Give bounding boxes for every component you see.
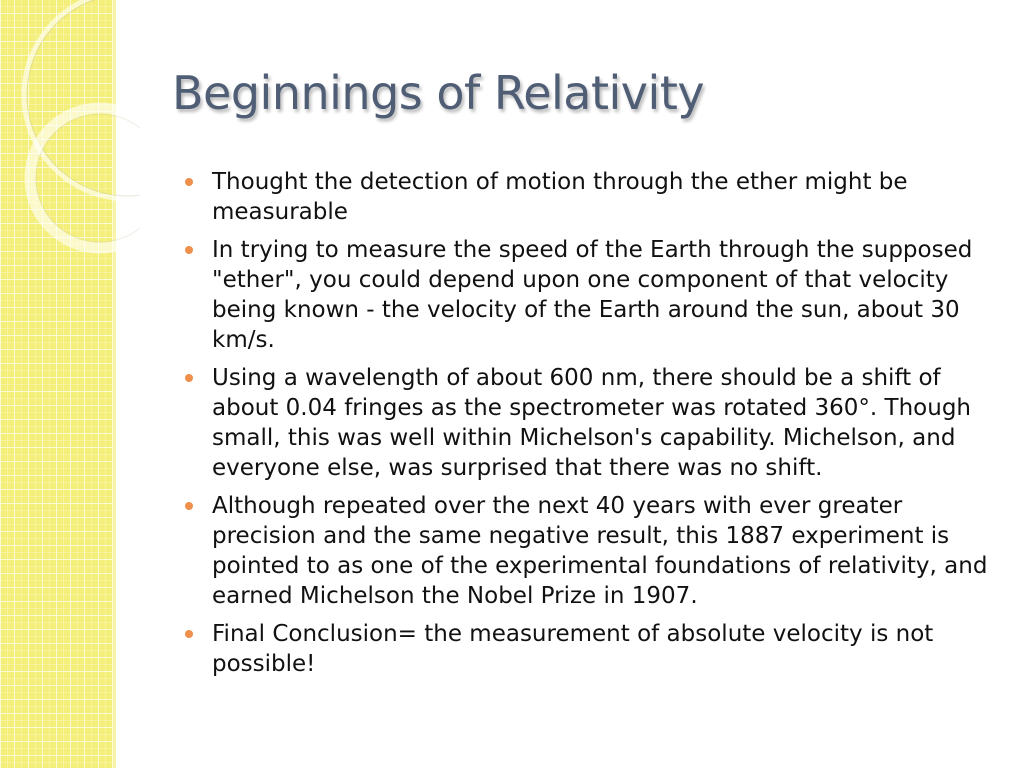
bullet-item — [185, 235, 997, 355]
bullet-item — [185, 363, 997, 483]
bullet-text: Although repeated over the next 40 years with ever greater precision and the same negative result, this 1887 experiment is pointed to as one of the experimental foundations of relativity, and earned Michelson the Nobel Prize in 1907. — [212, 493, 988, 609]
bullet-item — [185, 167, 997, 227]
bullet-dot-icon — [185, 630, 193, 638]
bullet-item — [185, 619, 997, 679]
bullet-text: Final Conclusion= the measurement of absolute velocity is not possible! — [212, 621, 934, 677]
bullet-dot-icon — [185, 502, 193, 510]
bullet-dot-icon — [185, 374, 193, 382]
bullet-text: Thought the detection of motion through the ether might be measurable — [212, 169, 908, 225]
bullet-text: Using a wavelength of about 600 nm, there should be a shift of about 0.04 fringes as the spectrometer was rotated 360°. Though small, this was well within Michelson's capability. Michelson, and everyone else, was surprised that there was no shift. — [212, 365, 971, 481]
decorative-circles — [0, 0, 140, 280]
bullet-item — [185, 491, 997, 611]
bullet-list — [185, 167, 997, 687]
bullet-dot-icon — [185, 246, 193, 254]
bullet-dot-icon — [185, 178, 193, 186]
bullet-text: In trying to measure the speed of the Earth through the supposed "ether", you could depend upon one component of that velocity being known - the velocity of the Earth around the sun, about 30 km/s. — [212, 237, 973, 353]
slide-title: Beginnings of Relativity — [172, 66, 705, 120]
